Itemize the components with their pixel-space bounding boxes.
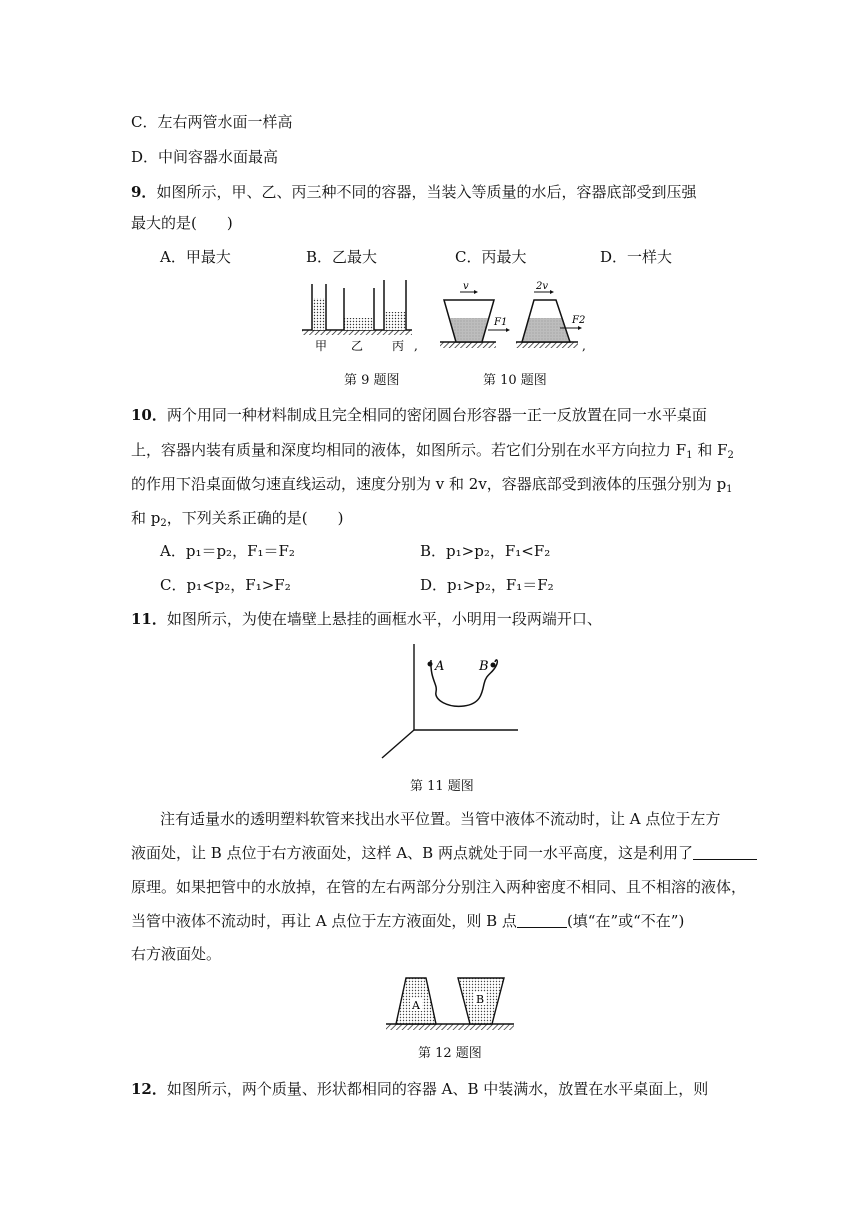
q8-option-c: C．左右两管水面一样高 xyxy=(131,113,293,131)
q10-ground-left xyxy=(440,342,496,348)
q11-para-line3: 原理。如果把管中的水放掉，在管的左右两部分分别注入两种密度不相同、且不相溶的液体， xyxy=(131,878,747,896)
q9-option-a: A．甲最大 xyxy=(160,248,231,266)
q10-stem-text1: 两个用同一种材料制成且完全相同的密闭圆台形容器一正一反放置在同一水平桌面 xyxy=(166,406,707,424)
q10-ground-right xyxy=(516,342,578,348)
q9-figure-comma: , xyxy=(414,339,418,353)
q10-sub-f1: 1 xyxy=(686,450,693,461)
q11-figure xyxy=(378,640,520,762)
q11-number: 11． xyxy=(131,610,167,628)
q8-option-d: D．中间容器水面最高 xyxy=(131,148,279,166)
q10-sub-p2: 2 xyxy=(160,518,167,529)
q9-option-c: C．丙最大 xyxy=(455,248,527,266)
q12-ground xyxy=(386,1024,514,1030)
q9-stem-text1: 如图所示，甲、乙、丙三种不同的容器，当装入等质量的水后，容器底部受到压强 xyxy=(156,183,697,201)
q11-blank-2[interactable] xyxy=(517,912,567,928)
q10-stem-line4 xyxy=(131,508,343,528)
q10-number: 10． xyxy=(131,406,167,424)
q12-figure xyxy=(384,974,516,1032)
q10-label-2v: 2v xyxy=(536,281,549,292)
q9-option-b: B．乙最大 xyxy=(306,248,378,266)
q10-sub-f2: 2 xyxy=(727,450,734,461)
q11-para-line5: 右方液面处。 xyxy=(131,945,222,963)
q9-q10-figures xyxy=(298,278,598,358)
q11-stem-line1 xyxy=(131,609,602,629)
q9-number: 9． xyxy=(131,183,157,201)
q9-label-yi: 乙 xyxy=(351,339,364,353)
q9-figure xyxy=(302,280,418,353)
q10-stem-text4a: 和 p xyxy=(131,509,161,527)
q10-option-d: D．p₁>p₂，F₁＝F₂ xyxy=(420,576,554,594)
q10-label-f2: F2 xyxy=(572,315,586,326)
q12-stem-text1: 如图所示，两个质量、形状都相同的容器 A、B 中装满水，放置在水平桌面上，则 xyxy=(166,1080,709,1098)
q10-option-a: A．p₁＝p₂，F₁＝F₂ xyxy=(160,542,295,560)
q11-caption: 第 11 题图 xyxy=(410,779,474,794)
q11-wall-diagonal xyxy=(382,730,414,758)
q10-stem-line1 xyxy=(131,405,707,425)
q10-stem-text2-mid: 和 F xyxy=(692,441,728,459)
q10-sub-p1: 1 xyxy=(726,484,733,495)
q12-stem-line1 xyxy=(131,1079,708,1099)
q11-para-text2: 液面处，让 B 点位于右方液面处，这样 A、B 两点就处于同一水平高度，这是利用了 xyxy=(131,844,693,862)
q11-stem-text1: 如图所示，为使在墙壁上悬挂的画框水平，小明用一段两端开口、 xyxy=(166,610,602,628)
q10-stem-text2: 上，容器内装有质量和深度均相同的液体，如图所示。若它们分别在水平方向拉力 F xyxy=(131,441,687,459)
q11-label-b: B xyxy=(479,659,489,674)
q10-label-f1: F1 xyxy=(494,317,508,328)
q11-blank-1[interactable] xyxy=(693,844,757,860)
q11-para-text4b: (填“在”或“不在”) xyxy=(566,912,685,930)
q10-stem-line3 xyxy=(131,474,733,494)
q10-caption: 第 10 题图 xyxy=(483,373,547,388)
q9-option-d: D．一样大 xyxy=(600,248,673,266)
q10-stem-line2 xyxy=(131,440,734,460)
q12-label-a: A xyxy=(412,999,420,1012)
q9-label-jia: 甲 xyxy=(315,339,328,353)
q11-label-a: A xyxy=(435,659,445,674)
q9-container-jia-water xyxy=(312,298,326,330)
q11-point-a xyxy=(428,662,433,667)
q10-stem-text3: 的作用下沿桌面做匀速直线运动，速度分别为 v 和 2v，容器底部受到液体的压强分别为 p xyxy=(131,475,727,493)
q9-stem-line1 xyxy=(131,182,696,202)
q12-caption: 第 12 题图 xyxy=(418,1046,482,1061)
q11-point-b xyxy=(491,663,496,668)
q12-number: 12． xyxy=(131,1080,167,1098)
q11-para-line2 xyxy=(131,843,757,863)
q11-para-line4 xyxy=(131,911,684,931)
q11-para-line1: 注有适量水的透明塑料软管来找出水平位置。当管中液体不流动时，让 A 点位于左方 xyxy=(160,810,721,828)
q9-label-bing: 丙 xyxy=(392,339,405,353)
q9-caption: 第 9 题图 xyxy=(344,373,400,388)
q9-container-yi-water xyxy=(344,318,374,330)
q10-option-b: B．p₁>p₂，F₁<F₂ xyxy=(420,542,551,560)
q10-figure xyxy=(440,281,586,353)
q10-option-c: C．p₁<p₂，F₁>F₂ xyxy=(160,576,291,594)
q9-stem-line2: 最大的是( ) xyxy=(131,214,233,232)
q11-para-text4a: 当管中液体不流动时，再让 A 点位于左方液面处，则 B 点 xyxy=(131,912,517,930)
q10-figure-comma: , xyxy=(582,339,586,353)
q10-stem-text4b: ，下列关系正确的是( ) xyxy=(166,509,344,527)
q10-label-v: v xyxy=(463,281,469,292)
q12-label-b: B xyxy=(476,993,485,1006)
q9-container-bing-water xyxy=(384,312,406,330)
